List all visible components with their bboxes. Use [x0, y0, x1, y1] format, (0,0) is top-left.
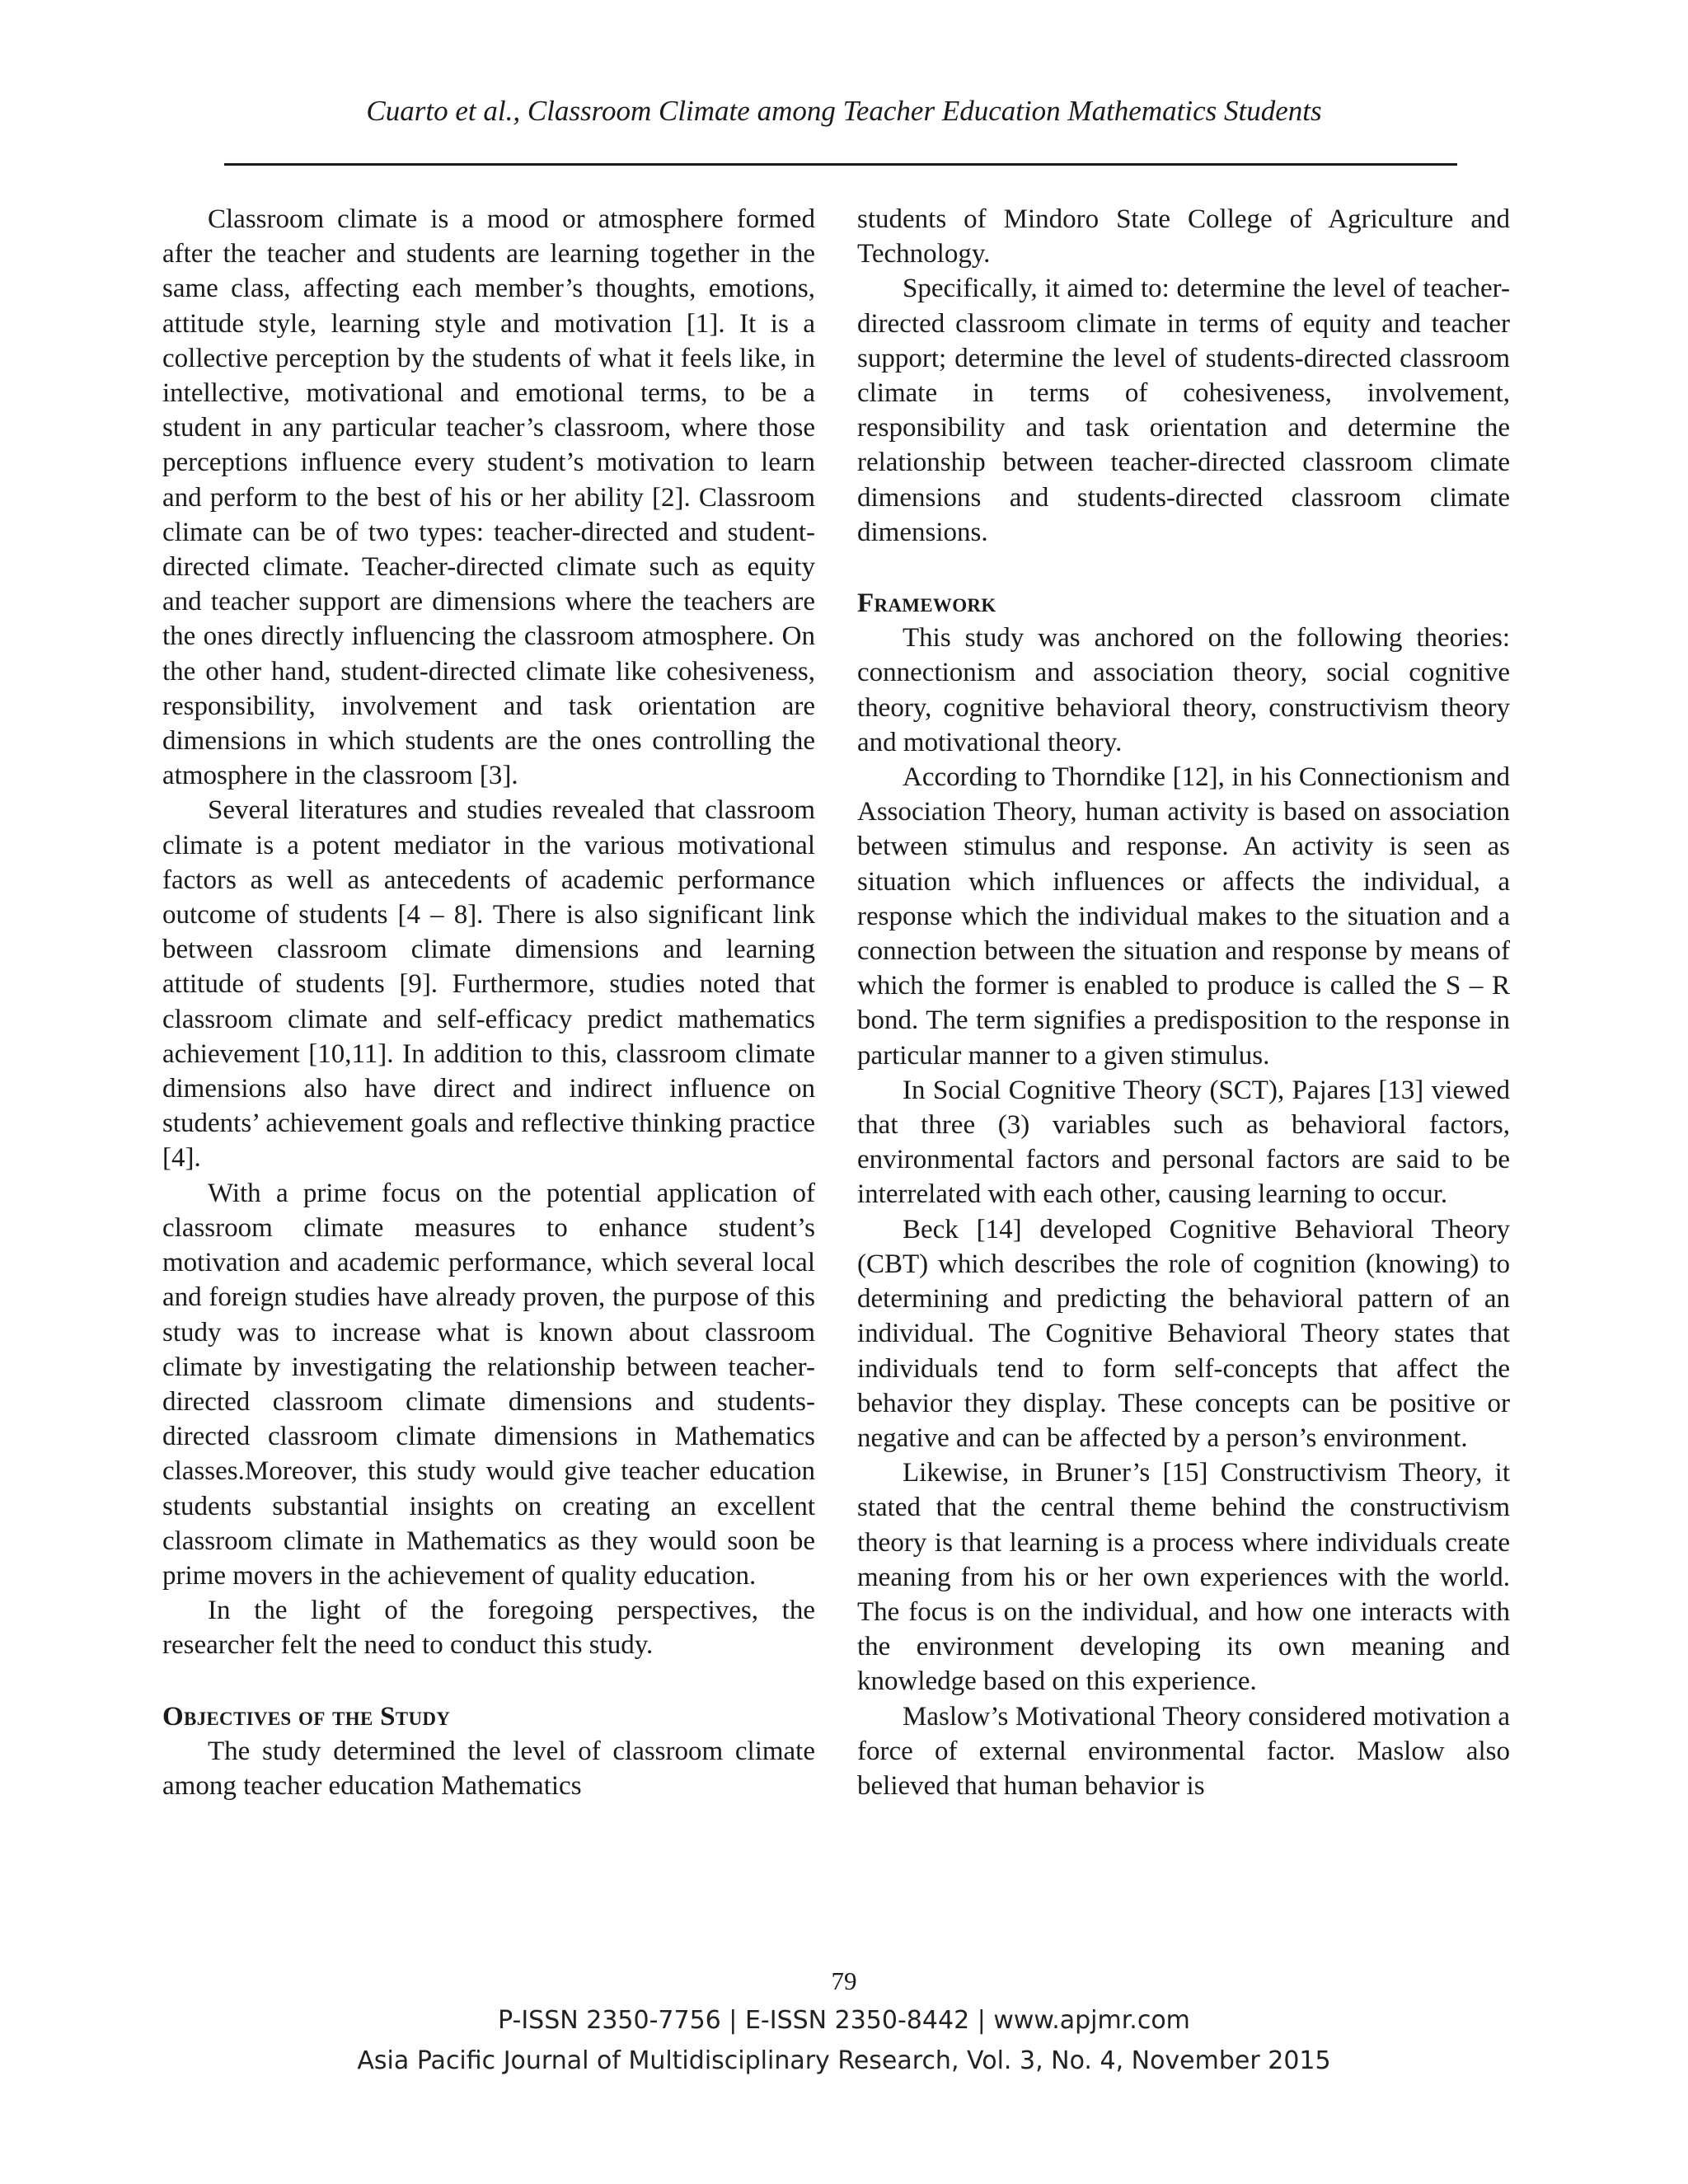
paragraph-intro: Classroom climate is a mood or atmosphere formed after the teacher and students are learning together in the same class, affecting each member’s thoughts, emotions, attitude style, learning style and motivation [1]. It is a collective perception by the students of what it feels like, in intellective, motivational and emotional terms, to be a student in any particular teacher’s classroom, where those perceptions influence every student’s motivation to learn and perform to the best of his or her ability [2]. Classroom climate can be of two types: teacher-directed and student-directed climate. Teacher-directed climate such as equity and teacher support are dimensions where the teachers are the ones directly influencing the classroom atmosphere. On the other hand, student-directed climate like cohesiveness, responsibility, involvement and task orientation are dimensions in which students are the ones controlling the atmosphere in the classroom [3]. — [162, 204, 815, 791]
heading-framework: Framework — [857, 588, 996, 619]
footer-journal: Asia Pacific Journal of Multidisciplinary Research, Vol. 3, No. 4, November 2015 — [357, 2046, 1331, 2075]
left-column — [162, 202, 815, 1803]
paragraph-sct: In Social Cognitive Theory (SCT), Pajares [13] viewed that three (3) variables such as behavioral factors, environmental factors and personal factors are said to be interrelated with each other, causing learning to occur. — [857, 1075, 1510, 1210]
paragraph-literature: Several literatures and studies revealed that classroom climate is a potent mediator in the various motivational factors as well as antecedents of academic performance outcome of students [4 – 8]. There is also significant link between classroom climate dimensions and learning attitude of students [9]. Furthermore, studies noted that classroom climate and self-efficacy predict mathematics achievement [10,11]. In addition to this, classroom climate dimensions also have direct and indirect influence on students’ achievement goals and reflective thinking practice [4]. — [162, 795, 815, 1174]
paragraph-thorndike: According to Thorndike [12], in his Connectionism and Association Theory, human activity is based on association between stimulus and response. An activity is seen as situation which influences or affects the individual, a response which the individual makes to the situation and a connection between the situation and response by means of which the former is enabled to produce is called the S – R bond. The term signifies a predisposition to the response in particular manner to a given stimulus. — [857, 762, 1510, 1071]
paragraph-constructivism: Likewise, in Bruner’s [15] Constructivism Theory, it stated that the central theme behind the constructivism theory is that learning is a process where individuals create meaning from his or her own experiences with the world. The focus is on the individual, and how one interacts with the environment developing its own meaning and knowledge based on this experience. — [857, 1458, 1510, 1697]
paragraph-maslow: Maslow’s Motivational Theory considered motivation a force of external environmental factor. Maslow also believed that human behavior is — [857, 1701, 1510, 1801]
paragraph-objectives-continued: students of Mindoro State College of Agriculture and Technology. — [857, 204, 1510, 269]
header-rule — [224, 163, 1457, 166]
paragraph-cbt: Beck [14] developed Cognitive Behavioral Theory (CBT) which describes the role of cognition (knowing) to determining and predicting the behavioral pattern of an individual. The Cognitive Behavioral Theory states that individuals tend to form self-concepts that affect the behavior they display. These concepts can be positive or negative and can be affected by a person’s environment. — [857, 1214, 1510, 1453]
paragraph-purpose: With a prime focus on the potential application of classroom climate measures to enhance student’s motivation and academic performance, which several local and foreign studies have already proven, the purpose of this study was to increase what is known about classroom climate by investigating the relationship between teacher-directed classroom climate dimensions and students-directed classroom climate dimensions in Mathematics classes.Moreover, this study would give teacher education students substantial insights on creating an excellent classroom climate in Mathematics as they would soon be prime movers in the achievement of quality education. — [162, 1178, 815, 1591]
paragraph-need: In the light of the foregoing perspectives, the researcher felt the need to conduct this study. — [162, 1596, 815, 1661]
paragraph-theories: This study was anchored on the following theories: connectionism and association theory, social cognitive theory, cognitive behavioral theory, constructivism theory and motivational theory. — [857, 623, 1510, 757]
page-number: 79 — [831, 1966, 857, 1995]
heading-objectives: Objectives of the Study — [162, 1701, 451, 1732]
footer-issn: P-ISSN 2350-7756 | E-ISSN 2350-8442 | www.apjmr.com — [498, 2006, 1190, 2035]
paragraph-specific-aims: Specifically, it aimed to: determine the level of teacher-directed classroom climate in terms of equity and teacher support; determine the level of students-directed classroom climate in terms of cohesiveness, involvement, responsibility and task orientation and determine the relationship between teacher-directed classroom climate dimensions and students-directed classroom climate dimensions. — [857, 274, 1510, 547]
right-column — [857, 202, 1510, 1803]
running-head: Cuarto et al., Classroom Climate among Teacher Education Mathematics Students — [366, 95, 1322, 127]
paragraph-objectives: The study determined the level of classroom climate among teacher education Mathematics — [162, 1736, 815, 1801]
